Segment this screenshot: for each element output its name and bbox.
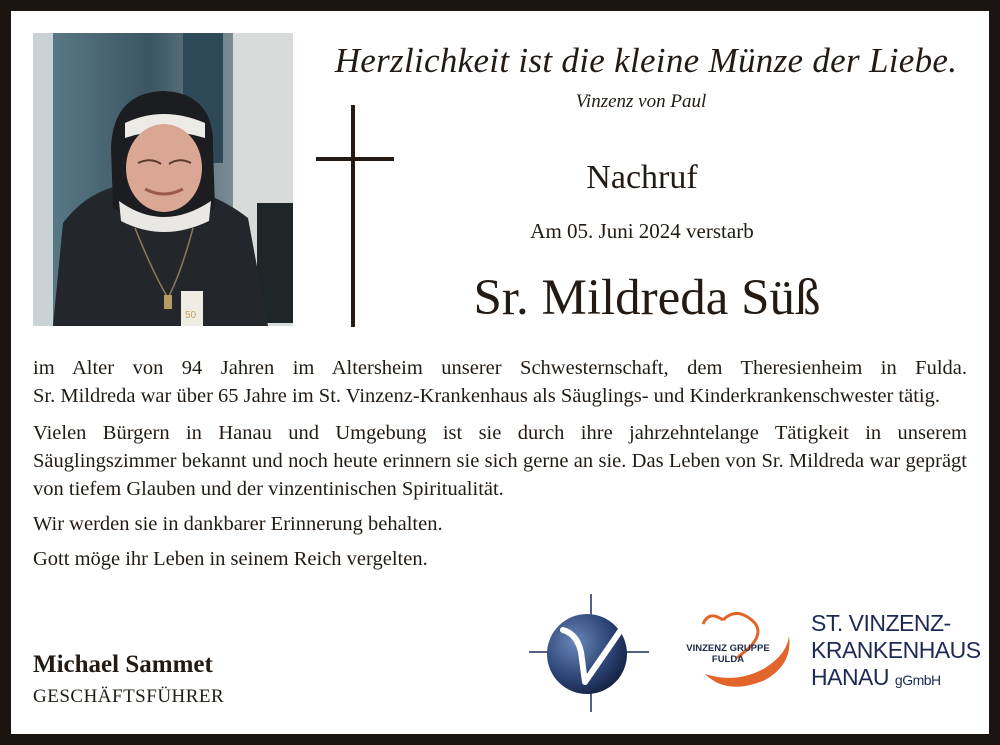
hospital-legal-form: gGmbH [894, 672, 941, 688]
cross-icon-bar [316, 157, 394, 161]
hospital-line-3 [811, 664, 981, 694]
deceased-name: Sr. Mildreda Süß [473, 270, 821, 326]
vinzenz-gruppe-line2: FULDA [711, 654, 745, 665]
hospital-logo [811, 610, 981, 694]
cross-icon [351, 105, 355, 327]
hospital-line-2: KRANKENHAUS [811, 637, 981, 663]
signature-title: GESCHÄFTSFÜHRER [33, 686, 225, 707]
portrait-photo [33, 33, 293, 326]
notice-heading: Nachruf [586, 159, 698, 196]
hospital-line-1: ST. VINZENZ- [811, 610, 951, 636]
vinzenz-gruppe-logo [657, 608, 799, 700]
hospital-city: HANAU [811, 664, 890, 690]
body-line-4: Gott möge ihr Leben in seinem Reich vergelten. [33, 548, 428, 570]
notice-intro: Am 05. Juni 2024 verstarb [530, 219, 754, 243]
signature-name: Michael Sammet [33, 651, 213, 678]
obituary-notice [11, 11, 989, 734]
body-paragraph-2: Vielen Bürgern in Hanau und Umgebung ist sie durch ihre jahrzehntelange Tätigkeit in unserem Säuglingszimmer bekannt und noch heute erinnern sie sich gerne an sie. Das Leben von Sr. Mildreda war geprägt von tiefem Glauben und der vinzentinischen Spiritualität. [33, 422, 967, 500]
vinzenz-gruppe-label [657, 643, 799, 665]
body-line-1: im Alter von 94 Jahren im Altersheim unserer Schwesternschaft, dem Theresienheim in Fulda. [33, 357, 967, 379]
vinzenz-gruppe-line1: VINZENZ GRUPPE [686, 643, 770, 654]
quote-text: Herzlichkeit ist die kleine Münze der Liebe. [334, 41, 958, 80]
quote-author: Vinzenz von Paul [575, 91, 707, 112]
body-paragraph-1: Sr. Mildreda war über 65 Jahre im St. Vinzenz-Krankenhaus als Säuglings- und Kinderkrankenschwester tätig. [33, 385, 940, 407]
candle-label: 50 [185, 310, 197, 321]
vinzenz-v-logo [529, 594, 649, 712]
obituary-body [33, 354, 967, 573]
body-line-3: Wir werden sie in dankbarer Erinnerung behalten. [33, 513, 443, 535]
